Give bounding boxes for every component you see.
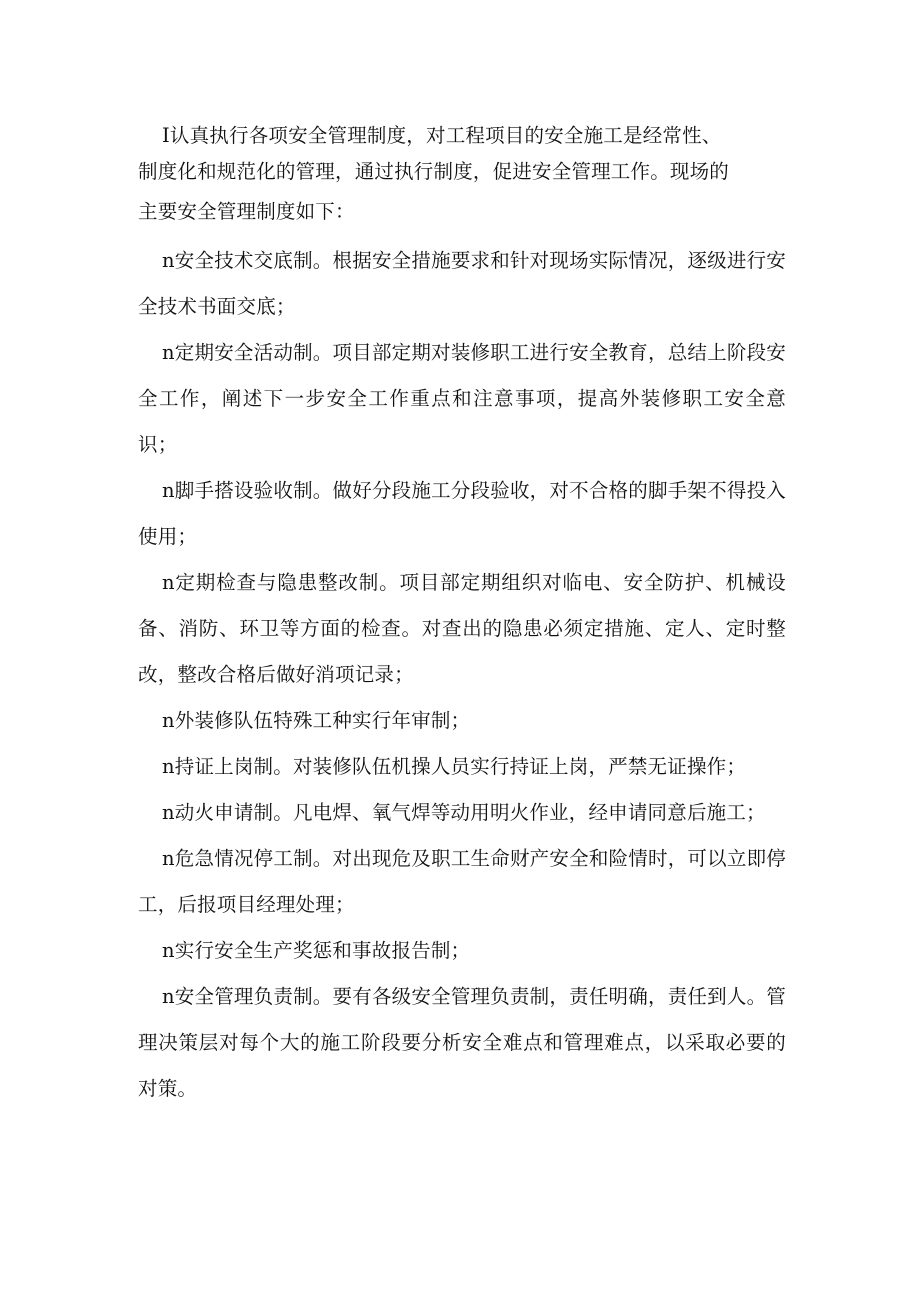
item-rewards-accident-report: n实行安全生产奖惩和事故报告制；	[162, 939, 471, 962]
item-safety-briefing: n安全技术交底制。根据安全措施要求和针对现场实际情况，逐级进行安全技术书面交底；	[138, 249, 786, 318]
item-regular-safety-activity: n定期安全活动制。项目部定期对装修职工进行安全教育，总结上阶段安全工作，阐述下一步安全工作重点和注意事项，提高外装修职工安全意识；	[138, 341, 786, 456]
item-certified-operation: n持证上岗制。对装修队伍机操人员实行持证上岗，严禁无证操作；	[162, 755, 747, 778]
item-inspection-rectification: n定期检查与隐患整改制。项目部定期组织对临电、安全防护、机械设备、消防、环卫等方面的检查。对查出的隐患必须定措施、定人、定时整改，整改合格后做好消项记录；	[138, 571, 786, 686]
item-responsibility-system: n安全管理负责制。要有各级安全管理负责制，责任明确，责任到人。管理决策层对每个大的施工阶段要分析安全难点和管理难点，以采取必要的对策。	[138, 985, 786, 1100]
item-annual-review: n外装修队伍特殊工种实行年审制；	[162, 709, 471, 732]
document-body	[138, 118, 786, 1112]
intro-line-1: I认真执行各项安全管理制度，对工程项目的安全施工是经常性、	[162, 124, 722, 147]
item-hot-work-permit: n动火申请制。凡电焊、氧气焊等动用明火作业，经申请同意后施工；	[162, 801, 766, 824]
item-scaffold-acceptance: n脚手搭设验收制。做好分段施工分段验收，对不合格的脚手架不得投入使用；	[138, 479, 786, 548]
intro-paragraph	[138, 118, 786, 230]
intro-line-3: 主要安全管理制度如下：	[138, 200, 355, 223]
item-emergency-stop: n危急情况停工制。对出现危及职工生命财产安全和险情时，可以立即停工，后报项目经理处理；	[138, 847, 786, 916]
intro-line-2: 制度化和规范化的管理，通过执行制度，促进安全管理工作。现场的	[138, 160, 730, 183]
